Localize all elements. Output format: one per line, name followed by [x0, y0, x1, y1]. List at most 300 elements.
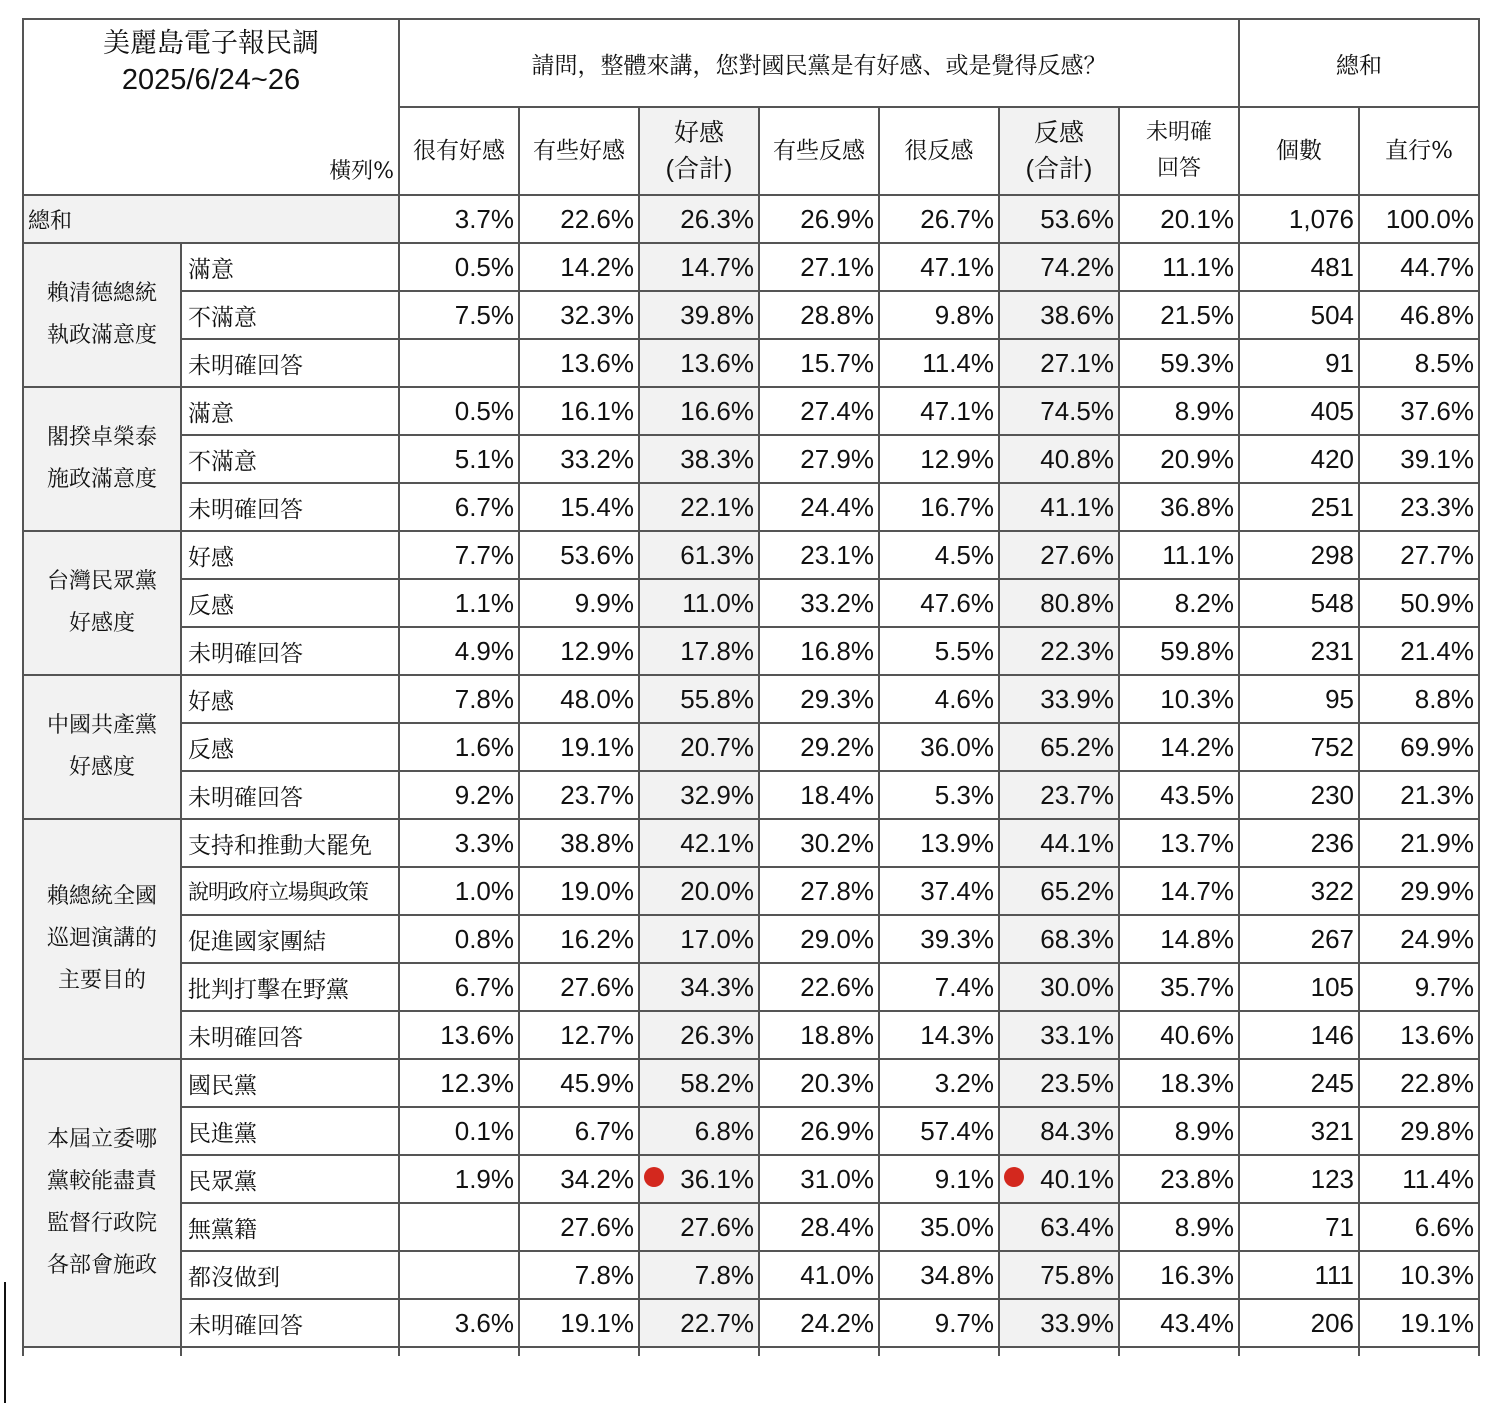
value-cell	[879, 1299, 999, 1347]
cell-value: 26.9%	[800, 1115, 874, 1146]
cell-value: 39.3%	[920, 923, 994, 954]
cell-value: 40.1%	[1040, 1163, 1114, 1194]
group-label	[23, 819, 181, 1059]
cell-value: 27.6%	[560, 1211, 634, 1242]
col-no-answer-l1: 未明確	[1145, 120, 1212, 145]
row-label: 支持和推動大罷免	[181, 819, 399, 867]
cell-value: 14.7%	[1160, 875, 1234, 906]
value-cell	[1359, 1251, 1479, 1299]
group-label-line: 好感度	[68, 611, 135, 636]
value-cell	[1239, 243, 1359, 291]
value-cell	[1119, 675, 1239, 723]
cell-value: 6.7%	[454, 491, 514, 522]
cell-value: 14.8%	[1160, 923, 1234, 954]
row-label: 未明確回答	[181, 627, 399, 675]
cut-off-cell	[399, 1347, 519, 1356]
cell-value: 146	[1310, 1019, 1354, 1050]
value-cell	[1239, 339, 1359, 387]
cell-value: 11.1%	[1162, 539, 1234, 570]
value-cell	[639, 963, 759, 1011]
value-cell	[999, 579, 1119, 627]
value-cell	[399, 1299, 519, 1347]
col-unfavorable-total-l2: (合計)	[1025, 155, 1093, 183]
value-cell	[879, 291, 999, 339]
group-label	[23, 243, 181, 387]
cell-value: 27.1%	[800, 251, 874, 282]
value-cell	[1359, 723, 1479, 771]
cell-value: 40.8%	[1040, 443, 1114, 474]
value-cell	[519, 1059, 639, 1107]
value-cell	[519, 963, 639, 1011]
cell-value: 23.7%	[1040, 779, 1114, 810]
cell-value: 23.8%	[1160, 1163, 1234, 1194]
cell-value: 7.7%	[454, 539, 514, 570]
value-cell	[759, 243, 879, 291]
cell-value: 5.3%	[934, 779, 994, 810]
cell-value: 43.5%	[1160, 779, 1234, 810]
total-row-label: 總和	[23, 195, 399, 243]
cell-value: 18.3%	[1160, 1067, 1234, 1098]
value-cell	[879, 1203, 999, 1251]
cell-value: 40.6%	[1160, 1019, 1234, 1050]
cell-value: 21.5%	[1160, 299, 1234, 330]
value-cell	[759, 1059, 879, 1107]
table-row	[23, 771, 1479, 819]
cell-value: 1.9%	[454, 1163, 514, 1194]
cell-value: 21.3%	[1400, 779, 1474, 810]
cell-value: 16.8%	[800, 635, 874, 666]
value-cell	[759, 1251, 879, 1299]
cell-value: 63.4%	[1040, 1211, 1114, 1242]
cell-value: 15.7%	[800, 347, 874, 378]
value-cell	[1239, 195, 1359, 243]
cut-off-cell	[879, 1347, 999, 1356]
value-cell	[879, 627, 999, 675]
cell-value: 47.1%	[920, 251, 994, 282]
value-cell	[639, 819, 759, 867]
value-cell	[759, 627, 879, 675]
cell-value: 10.3%	[1160, 683, 1234, 714]
cell-value: 42.1%	[680, 827, 754, 858]
value-cell	[399, 579, 519, 627]
value-cell	[999, 243, 1119, 291]
cut-off-cell	[639, 1347, 759, 1356]
col-unfavorable-total	[999, 107, 1119, 195]
value-cell	[1119, 531, 1239, 579]
cell-value: 46.8%	[1400, 299, 1474, 330]
value-cell	[399, 1107, 519, 1155]
value-cell	[1239, 1011, 1359, 1059]
row-label: 民眾黨	[181, 1155, 399, 1203]
cell-value: 39.8%	[680, 299, 754, 330]
table-row	[23, 1251, 1479, 1299]
cell-value: 6.6%	[1414, 1211, 1474, 1242]
cut-off-cell	[1359, 1347, 1479, 1356]
value-cell	[519, 723, 639, 771]
value-cell	[399, 483, 519, 531]
cell-value: 38.3%	[680, 443, 754, 474]
row-label: 滿意	[181, 243, 399, 291]
cell-value: 100.0%	[1385, 203, 1474, 234]
cell-value: 0.5%	[454, 395, 514, 426]
value-cell	[759, 1155, 879, 1203]
group-label-line: 施政滿意度	[46, 467, 157, 492]
cell-value: 481	[1310, 251, 1354, 282]
value-cell	[1239, 819, 1359, 867]
value-cell	[399, 1251, 519, 1299]
cell-value: 12.7%	[560, 1019, 634, 1050]
cell-value: 1.0%	[454, 875, 514, 906]
cell-value: 59.8%	[1160, 635, 1234, 666]
row-label: 反感	[181, 723, 399, 771]
cell-value: 24.2%	[800, 1307, 874, 1338]
cell-value: 3.7%	[454, 203, 514, 234]
cell-value: 41.1%	[1040, 491, 1114, 522]
value-cell	[999, 771, 1119, 819]
value-cell	[399, 867, 519, 915]
table-row	[23, 435, 1479, 483]
cell-value: 4.9%	[454, 635, 514, 666]
cell-value: 95	[1325, 683, 1354, 714]
row-label: 好感	[181, 531, 399, 579]
cell-value: 33.9%	[1040, 683, 1114, 714]
cell-value: 27.8%	[800, 875, 874, 906]
cell-value: 7.5%	[454, 299, 514, 330]
cell-value: 8.9%	[1174, 395, 1234, 426]
cut-off-cell	[999, 1347, 1119, 1356]
row-label: 不滿意	[181, 435, 399, 483]
cell-value: 38.8%	[560, 827, 634, 858]
value-cell	[999, 867, 1119, 915]
cell-value: 15.4%	[560, 491, 634, 522]
value-cell	[1239, 771, 1359, 819]
value-cell	[759, 867, 879, 915]
value-cell	[759, 531, 879, 579]
group-label-line: 主要目的	[57, 968, 146, 993]
cell-value: 13.6%	[560, 347, 634, 378]
cell-value: 13.6%	[680, 347, 754, 378]
total-row	[23, 195, 1479, 243]
cell-value: 4.5%	[934, 539, 994, 570]
cell-value: 12.9%	[560, 635, 634, 666]
value-cell	[519, 435, 639, 483]
value-cell	[879, 195, 999, 243]
col-count: 個數	[1239, 107, 1359, 195]
cell-value: 8.9%	[1174, 1115, 1234, 1146]
value-cell	[399, 771, 519, 819]
cell-value: 65.2%	[1040, 731, 1114, 762]
cell-value: 1.6%	[454, 731, 514, 762]
col-no-answer	[1119, 107, 1239, 195]
row-label: 好感	[181, 675, 399, 723]
row-label: 滿意	[181, 387, 399, 435]
cell-value: 1.1%	[454, 587, 514, 618]
cell-value: 3.6%	[454, 1307, 514, 1338]
cell-value: 12.9%	[920, 443, 994, 474]
group-label-line: 黨較能盡責	[46, 1169, 157, 1194]
value-cell	[759, 1299, 879, 1347]
row-label: 無黨籍	[181, 1203, 399, 1251]
cell-value: 22.1%	[680, 491, 754, 522]
group-label	[23, 531, 181, 675]
cell-value: 7.8%	[454, 683, 514, 714]
value-cell	[519, 867, 639, 915]
value-cell	[759, 579, 879, 627]
value-cell	[519, 339, 639, 387]
cell-value: 44.1%	[1040, 827, 1114, 858]
value-cell	[879, 819, 999, 867]
value-cell	[999, 1011, 1119, 1059]
cell-value: 30.2%	[800, 827, 874, 858]
value-cell	[639, 1155, 759, 1203]
cell-value: 14.2%	[560, 251, 634, 282]
value-cell	[999, 1251, 1119, 1299]
cell-value: 27.4%	[800, 395, 874, 426]
group-label-line: 執政滿意度	[46, 323, 157, 348]
table-row	[23, 1299, 1479, 1347]
table-row	[23, 483, 1479, 531]
cell-value: 752	[1310, 731, 1354, 762]
cell-value: 84.3%	[1040, 1115, 1114, 1146]
value-cell	[639, 867, 759, 915]
cell-value: 55.8%	[680, 683, 754, 714]
group-label-line: 中國共產黨	[46, 713, 157, 738]
table-title-cell	[23, 19, 399, 195]
cell-value: 405	[1310, 395, 1354, 426]
value-cell	[399, 243, 519, 291]
cell-value: 41.0%	[800, 1259, 874, 1290]
cell-value: 32.3%	[560, 299, 634, 330]
cell-value: 23.7%	[560, 779, 634, 810]
value-cell	[519, 1299, 639, 1347]
group-label	[23, 387, 181, 531]
cell-value: 29.8%	[1400, 1115, 1474, 1146]
group-label-line: 好感度	[68, 755, 135, 780]
cell-value: 20.9%	[1160, 443, 1234, 474]
value-cell	[1119, 195, 1239, 243]
cell-value: 22.8%	[1400, 1067, 1474, 1098]
value-cell	[1359, 1059, 1479, 1107]
cell-value: 28.4%	[800, 1211, 874, 1242]
row-label: 反感	[181, 579, 399, 627]
value-cell	[759, 819, 879, 867]
value-cell	[1359, 387, 1479, 435]
cell-value: 58.2%	[680, 1067, 754, 1098]
value-cell	[999, 963, 1119, 1011]
value-cell	[1239, 723, 1359, 771]
value-cell	[639, 1059, 759, 1107]
value-cell	[1119, 1299, 1239, 1347]
cell-value: 14.3%	[920, 1019, 994, 1050]
cell-value: 16.2%	[560, 923, 634, 954]
cell-value: 123	[1310, 1163, 1354, 1194]
highlight-dot-icon	[1004, 1167, 1024, 1187]
cell-value: 33.2%	[800, 587, 874, 618]
cell-value: 91	[1325, 347, 1354, 378]
row-label: 民進黨	[181, 1107, 399, 1155]
cell-value: 45.9%	[560, 1067, 634, 1098]
col-very-unfavorable: 很反感	[879, 107, 999, 195]
value-cell	[1239, 1299, 1359, 1347]
value-cell	[519, 819, 639, 867]
value-cell	[399, 1059, 519, 1107]
value-cell	[759, 387, 879, 435]
value-cell	[1359, 195, 1479, 243]
cell-value: 322	[1310, 875, 1354, 906]
value-cell	[1119, 483, 1239, 531]
table-row	[23, 1203, 1479, 1251]
cell-value: 5.1%	[454, 443, 514, 474]
cell-value: 33.1%	[1040, 1019, 1114, 1050]
row-label: 批判打擊在野黨	[181, 963, 399, 1011]
cell-value: 19.1%	[560, 1307, 634, 1338]
cell-value: 27.6%	[560, 971, 634, 1002]
group-label-line: 各部會施政	[46, 1253, 157, 1278]
cell-value: 231	[1310, 635, 1354, 666]
cell-value: 0.1%	[454, 1115, 514, 1146]
cell-value: 245	[1310, 1067, 1354, 1098]
cell-value: 65.2%	[1040, 875, 1114, 906]
row-label: 未明確回答	[181, 483, 399, 531]
cell-value: 12.3%	[440, 1067, 514, 1098]
value-cell	[519, 195, 639, 243]
table-row	[23, 915, 1479, 963]
table-row	[23, 1107, 1479, 1155]
cell-value: 20.7%	[680, 731, 754, 762]
cell-value: 19.1%	[560, 731, 634, 762]
value-cell	[639, 435, 759, 483]
cell-value: 50.9%	[1400, 587, 1474, 618]
cell-value: 29.0%	[800, 923, 874, 954]
value-cell	[639, 1299, 759, 1347]
cell-value: 13.9%	[920, 827, 994, 858]
value-cell	[639, 915, 759, 963]
value-cell	[1359, 915, 1479, 963]
survey-date: 2025/6/24~26	[121, 64, 301, 96]
cell-value: 206	[1310, 1307, 1354, 1338]
cell-value: 298	[1310, 539, 1354, 570]
value-cell	[999, 1059, 1119, 1107]
value-cell	[1119, 723, 1239, 771]
value-cell	[999, 1203, 1119, 1251]
value-cell	[519, 531, 639, 579]
cell-value: 61.3%	[680, 539, 754, 570]
value-cell	[1239, 291, 1359, 339]
value-cell	[1359, 291, 1479, 339]
value-cell	[1119, 243, 1239, 291]
value-cell	[999, 627, 1119, 675]
col-favorable-total-l2: (合計)	[665, 155, 733, 183]
table-row	[23, 579, 1479, 627]
value-cell	[1359, 675, 1479, 723]
value-cell	[639, 723, 759, 771]
table-row	[23, 1059, 1479, 1107]
cell-value: 29.9%	[1400, 875, 1474, 906]
value-cell	[999, 1107, 1119, 1155]
cell-value: 16.6%	[680, 395, 754, 426]
cell-value: 20.3%	[800, 1067, 874, 1098]
cell-value: 37.4%	[920, 875, 994, 906]
cell-value: 57.4%	[920, 1115, 994, 1146]
value-cell	[639, 387, 759, 435]
value-cell	[1119, 1011, 1239, 1059]
value-cell	[1359, 339, 1479, 387]
value-cell	[519, 579, 639, 627]
cell-value: 69.9%	[1400, 731, 1474, 762]
cell-value: 75.8%	[1040, 1259, 1114, 1290]
value-cell	[1359, 1011, 1479, 1059]
question-header: 請問，整體來講，您對國民黨是有好感、或是覺得反感？	[399, 19, 1239, 107]
value-cell	[1359, 1203, 1479, 1251]
value-cell	[999, 195, 1119, 243]
highlight-dot-icon	[644, 1167, 664, 1187]
cell-value: 20.1%	[1160, 203, 1234, 234]
value-cell	[879, 1155, 999, 1203]
cell-value: 36.8%	[1160, 491, 1234, 522]
cell-value: 16.1%	[560, 395, 634, 426]
value-cell	[999, 531, 1119, 579]
cell-value: 27.1%	[1040, 347, 1114, 378]
value-cell	[1119, 771, 1239, 819]
cell-value: 14.2%	[1160, 731, 1234, 762]
value-cell	[399, 1203, 519, 1251]
cell-value: 0.5%	[454, 251, 514, 282]
col-somewhat-favorable: 有些好感	[519, 107, 639, 195]
value-cell	[1359, 819, 1479, 867]
cell-value: 38.6%	[1040, 299, 1114, 330]
value-cell	[1359, 483, 1479, 531]
table-row	[23, 819, 1479, 867]
value-cell	[1239, 1155, 1359, 1203]
cell-value: 267	[1310, 923, 1354, 954]
cell-value: 22.3%	[1040, 635, 1114, 666]
cell-value: 16.3%	[1160, 1259, 1234, 1290]
value-cell	[1119, 1251, 1239, 1299]
cell-value: 9.8%	[934, 299, 994, 330]
value-cell	[1119, 579, 1239, 627]
value-cell	[639, 627, 759, 675]
value-cell	[759, 339, 879, 387]
col-favorable-total-l1: 好感	[673, 119, 724, 147]
value-cell	[1239, 963, 1359, 1011]
cell-value: 5.5%	[934, 635, 994, 666]
cell-value: 22.6%	[800, 971, 874, 1002]
value-cell	[759, 723, 879, 771]
value-cell	[639, 675, 759, 723]
value-cell	[759, 1203, 879, 1251]
cell-value: 18.4%	[800, 779, 874, 810]
value-cell	[399, 1011, 519, 1059]
value-cell	[879, 867, 999, 915]
value-cell	[1119, 1059, 1239, 1107]
value-cell	[759, 1107, 879, 1155]
value-cell	[519, 675, 639, 723]
cut-off-cell	[181, 1347, 399, 1356]
value-cell	[759, 1011, 879, 1059]
value-cell	[1359, 963, 1479, 1011]
cell-value: 36.1%	[680, 1163, 754, 1194]
table-row	[23, 867, 1479, 915]
cell-value: 11.4%	[1402, 1163, 1474, 1194]
value-cell	[1359, 531, 1479, 579]
cell-value: 32.9%	[680, 779, 754, 810]
cell-value: 20.0%	[680, 875, 754, 906]
value-cell	[759, 291, 879, 339]
table-row	[23, 627, 1479, 675]
cell-value: 6.8%	[694, 1115, 754, 1146]
cell-value: 7.8%	[574, 1259, 634, 1290]
value-cell	[1239, 483, 1359, 531]
